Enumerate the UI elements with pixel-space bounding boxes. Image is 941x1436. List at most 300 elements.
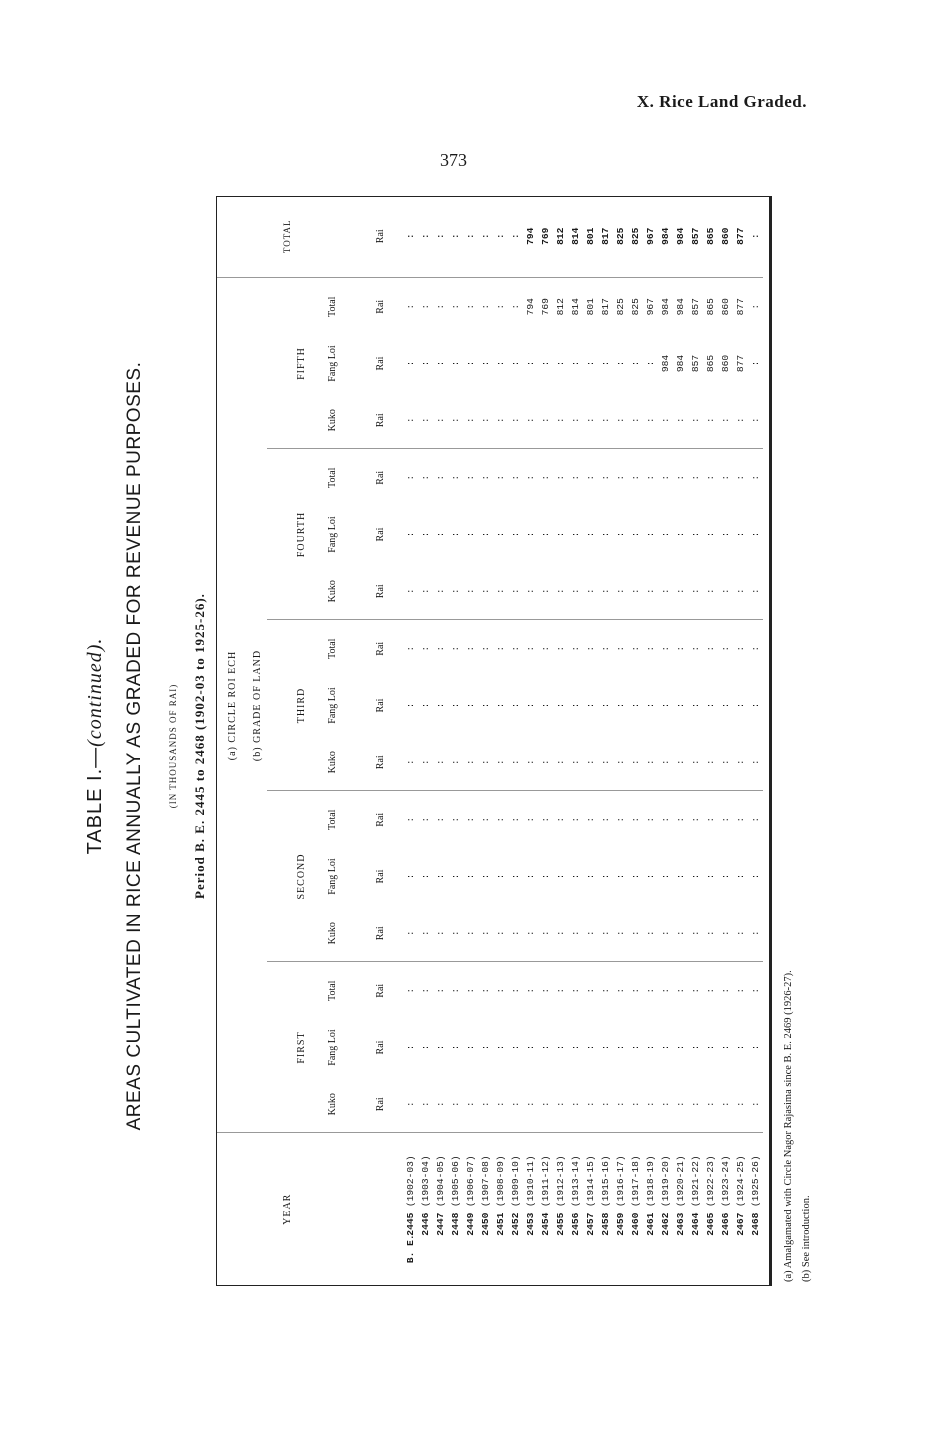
dots-cell: : [570,645,581,652]
dots-cell: : [510,645,521,652]
dots-cell: : [660,645,671,652]
dots-cell: : [493,905,508,962]
dots-cell: : [615,1044,626,1051]
dots-cell: : [690,873,701,880]
dots-cell: : [718,563,733,620]
dots-cell: : [705,702,716,709]
fifth-fang-loi-cell: : [525,360,536,367]
dots-cell: : [660,873,671,880]
unit-label: Rai [374,983,386,998]
dots-cell: : [523,1076,538,1133]
table-row [523,195,538,1285]
unit-label: Rai [374,527,386,542]
table-row [433,195,448,1285]
dots-cell: : [598,905,613,962]
fifth-fang-loi-cell: : [540,360,551,367]
dots-cell: : [403,392,418,449]
ce-year: (1921-22) [690,1155,701,1208]
year-cell [463,1133,478,1285]
dots-cell: : [435,1044,446,1051]
fifth-fang-loi-cell: : [600,360,611,367]
total-cell: 877 [733,195,748,278]
dots-cell: : [750,531,761,538]
ce-year: (1919-20) [660,1155,671,1208]
dots-cell: : [660,474,671,481]
dots-cell: : [495,474,506,481]
dots-cell: : [480,702,491,709]
dots-cell: : [703,1076,718,1133]
be-year: 2459 [615,1212,626,1236]
fifth-total-cell: : [420,303,431,310]
dots-cell: : [645,1044,656,1051]
dots-cell: : [748,563,763,620]
fifth-total-cell: 769 [540,298,551,316]
dots-cell: : [703,905,718,962]
total-cell: : [748,195,763,278]
year-cell [733,1133,748,1285]
dots-cell: : [463,1076,478,1133]
dots-cell: : [675,645,686,652]
table-row [538,195,553,1285]
dots-cell: : [463,392,478,449]
ce-year: (1903-04) [420,1155,431,1208]
be-year: 2452 [510,1212,521,1236]
dots-cell: : [465,1044,476,1051]
dots-cell: : [615,702,626,709]
year-cell [568,1133,583,1285]
fifth-fang-loi-cell: : [570,360,581,367]
dots-cell: : [495,1044,506,1051]
dots-cell: : [720,873,731,880]
subcolumn-header: Kuko [307,563,357,620]
be-year: 2453 [525,1212,536,1236]
dots-cell: : [688,563,703,620]
dots-cell: : [630,645,641,652]
dots-cell: : [420,1044,431,1051]
page-number: 373 [440,150,467,170]
subcolumn-header: Total [326,467,338,488]
dots-cell: : [598,734,613,791]
dots-cell: : [555,987,566,994]
dots-cell: : [690,702,701,709]
dots-cell: : [420,474,431,481]
dots-cell: : [645,987,656,994]
dots-cell: : [403,734,418,791]
fifth-total-cell: 984 [660,298,671,316]
be-year: 2446 [420,1212,431,1236]
dots-cell: : [465,702,476,709]
table-row [688,195,703,1285]
dots-cell: : [630,816,641,823]
dots-cell: : [508,392,523,449]
dots-cell: : [690,645,701,652]
dots-cell: : [480,987,491,994]
table-frame [216,196,772,1286]
fifth-fang-loi-cell: : [435,360,446,367]
dots-cell: : [630,474,641,481]
fifth-total-cell: 801 [585,298,596,316]
dots-cell: : [463,563,478,620]
year-cell [583,1133,598,1285]
dots-cell: : [555,702,566,709]
dots-cell: : [628,1076,643,1133]
footnote-a: (a) Amalgamated with Circle Nagor Rajasima since B. E. 2469 (1926-27). [783,970,794,1282]
subcolumn-header: Total [326,638,338,659]
dots-cell: : [525,816,536,823]
fifth-total-cell: 877 [735,298,746,316]
dots-cell: : [448,563,463,620]
dots-cell: : [750,702,761,709]
dots-cell: : [645,645,656,652]
dots-cell: : [538,1076,553,1133]
fifth-fang-loi-cell: : [495,360,506,367]
dots-cell: : [523,734,538,791]
be-year: 2449 [465,1212,476,1236]
table-row [448,195,463,1285]
dots-cell: : [525,474,536,481]
table-units: (IN THOUSANDS OF RAI) [168,683,178,809]
footnotes [780,282,816,1282]
grade-header: (b) GRADE OF LAND [247,278,267,1133]
fifth-fang-loi-cell: : [645,360,656,367]
dots-cell: : [613,905,628,962]
dots-cell: : [748,905,763,962]
dots-cell: : [450,702,461,709]
dots-cell: : [703,392,718,449]
dots-cell: : [733,392,748,449]
year-cell [553,1133,568,1285]
dots-cell: : [493,563,508,620]
total-cell: : [493,195,508,278]
dots-cell: : [478,905,493,962]
dots-cell: : [420,702,431,709]
fifth-total-cell: 825 [615,298,626,316]
grade-group-header: SECOND [267,791,307,962]
dots-cell: : [660,702,671,709]
fifth-fang-loi-cell: 984 [660,354,671,373]
total-cell: 825 [628,195,643,278]
dots-cell: : [568,905,583,962]
be-year: 2447 [435,1212,446,1236]
dots-cell: : [705,873,716,880]
dots-cell: : [613,563,628,620]
dots-cell: : [570,531,581,538]
dots-cell: : [585,645,596,652]
dots-cell: : [705,645,716,652]
dots-cell: : [420,816,431,823]
dots-cell: : [450,531,461,538]
dots-cell: : [720,645,731,652]
dots-cell: : [418,1076,433,1133]
dots-cell: : [405,873,416,880]
be-year: 2460 [630,1212,641,1236]
unit-label: Rai [357,905,403,962]
be-year: 2465 [705,1212,716,1236]
be-year: 2468 [750,1212,761,1236]
ce-year: (1923-24) [720,1155,731,1208]
dots-cell: : [703,563,718,620]
grade-group-header: FIRST [267,962,307,1133]
dots-cell: : [403,563,418,620]
table-row [733,195,748,1285]
dots-cell: : [525,987,536,994]
fifth-total-cell: : [405,303,416,310]
subcolumn-header: Fang Loi [326,687,338,724]
dots-cell: : [418,392,433,449]
dots-cell: : [733,905,748,962]
fifth-total-cell: 817 [600,298,611,316]
dots-cell: : [688,734,703,791]
dots-cell: : [598,392,613,449]
dots-cell: : [658,392,673,449]
dots-cell: : [555,1044,566,1051]
dots-cell: : [510,702,521,709]
dots-cell: : [403,905,418,962]
data-table [217,195,763,1285]
fifth-total-cell: : [750,303,761,310]
dots-cell: : [733,734,748,791]
dots-cell: : [538,734,553,791]
unit-label: Rai [357,392,403,449]
dots-cell: : [495,987,506,994]
dots-cell: : [585,702,596,709]
fifth-fang-loi-cell: : [510,360,521,367]
dots-cell: : [450,987,461,994]
dots-cell: : [555,816,566,823]
dots-cell: : [478,563,493,620]
dots-cell: : [553,905,568,962]
dots-cell: : [510,474,521,481]
dots-cell: : [405,987,416,994]
dots-cell: : [600,702,611,709]
dots-cell: : [675,474,686,481]
dots-cell: : [538,392,553,449]
year-cell [508,1133,523,1285]
dots-cell: : [748,1076,763,1133]
dots-cell: : [615,474,626,481]
total-cell: 984 [658,195,673,278]
dots-cell: : [495,531,506,538]
table-period: Period B. E. 2445 to 2468 (1902-03 to 1925-26). [192,593,207,899]
dots-cell: : [553,392,568,449]
year-cell [613,1133,628,1285]
dots-cell: : [405,645,416,652]
dots-cell: : [450,645,461,652]
dots-cell: : [435,531,446,538]
dots-cell: : [750,873,761,880]
dots-cell: : [733,563,748,620]
dots-cell: : [583,734,598,791]
be-year: 2462 [660,1212,671,1236]
ce-year: (1908-09) [495,1155,506,1208]
unit-label: Rai [374,869,386,884]
dots-cell: : [568,734,583,791]
dots-cell: : [525,1044,536,1051]
dots-cell: : [585,873,596,880]
table-row [628,195,643,1285]
dots-cell: : [645,702,656,709]
dots-cell: : [600,873,611,880]
total-cell: : [508,195,523,278]
subcolumn-header: Total [326,809,338,830]
dots-cell: : [568,563,583,620]
table-row [658,195,673,1285]
dots-cell: : [585,1044,596,1051]
total-cell: 865 [703,195,718,278]
dots-cell: : [435,474,446,481]
dots-cell: : [450,474,461,481]
dots-cell: : [750,987,761,994]
dots-cell: : [418,734,433,791]
dots-cell: : [675,702,686,709]
dots-cell: : [628,563,643,620]
table-subtitle: AREAS CULTIVATED IN RICE ANNUALLY AS GRADED FOR REVENUE PURPOSES. [124,361,145,1131]
section-title: X. Rice Land Graded. [636,92,807,111]
dots-cell: : [583,905,598,962]
dots-cell: : [628,392,643,449]
dots-cell: : [600,645,611,652]
dots-cell: : [705,816,716,823]
dots-cell: : [570,816,581,823]
dots-cell: : [480,816,491,823]
dots-cell: : [570,987,581,994]
table-title-continued: (continued). [84,637,106,747]
dots-cell: : [615,873,626,880]
subcolumn-header: Fang Loi [326,516,338,553]
fifth-fang-loi-cell: : [555,360,566,367]
dots-cell: : [643,392,658,449]
ce-year: (1917-18) [630,1155,641,1208]
dots-cell: : [613,392,628,449]
table-row [598,195,613,1285]
dots-cell: : [643,734,658,791]
fifth-total-cell: 794 [525,298,536,316]
fifth-total-cell: : [510,303,521,310]
dots-cell: : [718,734,733,791]
year-cell [598,1133,613,1285]
dots-cell: : [748,392,763,449]
dots-cell: : [735,816,746,823]
dots-cell: : [540,531,551,538]
dots-cell: : [735,645,746,652]
fifth-total-cell: : [465,303,476,310]
dots-cell: : [645,531,656,538]
dots-cell: : [673,1076,688,1133]
dots-cell: : [585,987,596,994]
dots-cell: : [555,873,566,880]
ce-year: (1910-11) [525,1155,536,1208]
dots-cell: : [690,987,701,994]
dots-cell: : [420,531,431,538]
dots-cell: : [630,531,641,538]
total-header: TOTAL [217,195,357,278]
fifth-total-cell: 984 [675,298,686,316]
dots-cell: : [553,734,568,791]
dots-cell: : [450,873,461,880]
year-cell [718,1133,733,1285]
dots-cell: : [540,816,551,823]
dots-cell: : [583,563,598,620]
dots-cell: : [508,905,523,962]
footnote-b: (b) See introduction. [801,1195,812,1282]
dots-cell: : [660,1044,671,1051]
dots-cell: : [420,987,431,994]
fifth-fang-loi-cell: 865 [705,354,716,373]
dots-cell: : [570,873,581,880]
dots-cell: : [643,1076,658,1133]
fifth-fang-loi-cell: : [450,360,461,367]
dots-cell: : [643,905,658,962]
dots-cell: : [598,563,613,620]
dots-cell: : [478,392,493,449]
be-year: 2448 [450,1212,461,1236]
dots-cell: : [735,873,746,880]
dots-cell: : [658,734,673,791]
fifth-total-cell: 857 [690,298,701,316]
dots-cell: : [705,987,716,994]
dots-cell: : [645,816,656,823]
table-row [508,195,523,1285]
year-cell [448,1133,463,1285]
total-cell: : [433,195,448,278]
dots-cell: : [585,816,596,823]
be-year: 2445 [405,1212,416,1236]
unit-label: Rai [374,641,386,656]
dots-cell: : [613,734,628,791]
year-cell [523,1133,538,1285]
dots-cell: : [418,905,433,962]
dots-cell: : [525,873,536,880]
unit-label: Rai [374,698,386,713]
subcolumn-header: Kuko [307,734,357,791]
dots-cell: : [433,1076,448,1133]
dots-cell: : [583,1076,598,1133]
dots-cell: : [478,734,493,791]
be-year: 2466 [720,1212,731,1236]
fifth-total-cell: 860 [720,298,731,316]
dots-cell: : [660,987,671,994]
unit-label: Rai [374,812,386,827]
dots-cell: : [538,563,553,620]
ce-year: (1922-23) [705,1155,716,1208]
fifth-total-cell: : [480,303,491,310]
be-year: 2450 [480,1212,491,1236]
dots-cell: : [448,734,463,791]
dots-cell: : [448,392,463,449]
dots-cell: : [735,531,746,538]
subcolumn-header: Kuko [307,905,357,962]
ce-year: (1902-03) [405,1155,416,1208]
dots-cell: : [448,1076,463,1133]
table-row [613,195,628,1285]
subcolumn-header: Total [326,296,338,317]
dots-cell: : [720,702,731,709]
unit-label: Rai [357,1076,403,1133]
dots-cell: : [690,1044,701,1051]
dots-cell: : [433,905,448,962]
dots-cell: : [585,474,596,481]
dots-cell: : [523,905,538,962]
dots-cell: : [495,702,506,709]
dots-cell: : [703,734,718,791]
ce-year: (1907-08) [480,1155,491,1208]
unit-label: Rai [357,195,403,278]
dots-cell: : [630,987,641,994]
dots-cell: : [658,563,673,620]
dots-cell: : [673,563,688,620]
dots-cell: : [540,645,551,652]
subcolumn-header: Kuko [307,392,357,449]
